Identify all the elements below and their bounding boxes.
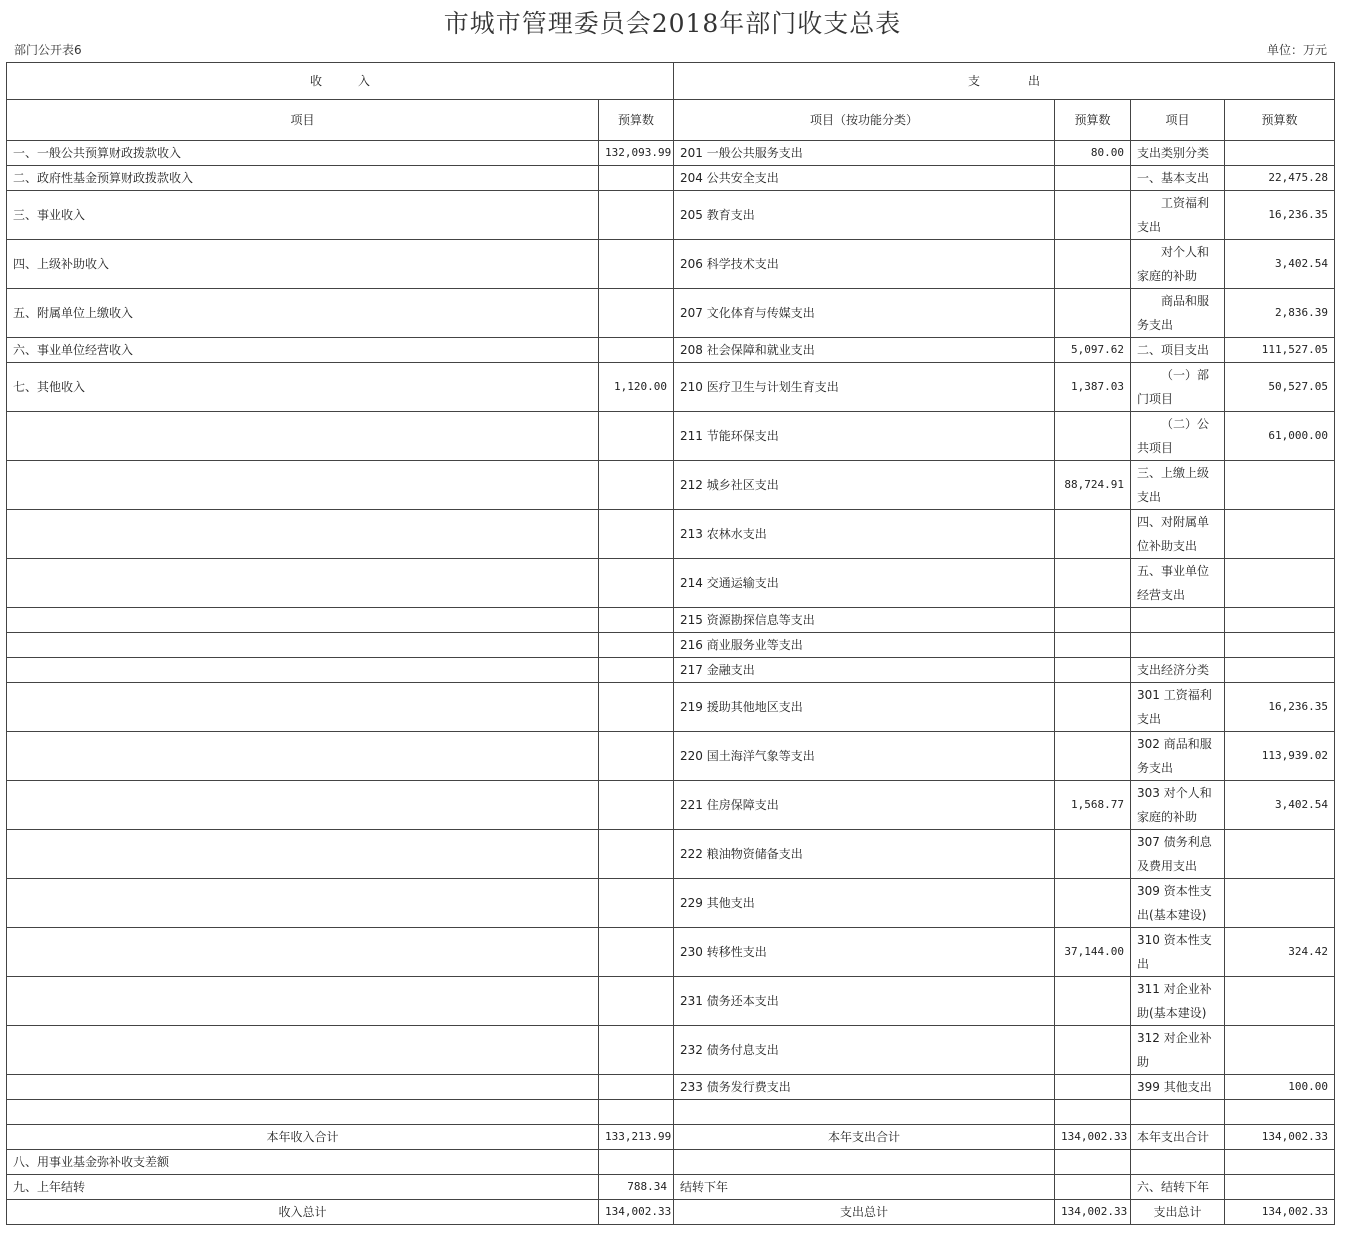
fund-label: 八、用事业基金弥补收支差额: [7, 1150, 599, 1175]
func-item-cell: 212 城乡社区支出: [674, 461, 1055, 510]
income-budget-cell: [599, 830, 674, 879]
type-budget-cell: 324.42: [1225, 928, 1335, 977]
col-header-type-item: 项目: [1131, 100, 1225, 141]
func-budget-cell: 1,387.03: [1055, 363, 1131, 412]
type-item-cell: 310 资本性支出: [1131, 928, 1225, 977]
income-budget-cell: [599, 461, 674, 510]
table-row: [7, 977, 1335, 1026]
func-item-cell: 201 一般公共服务支出: [674, 141, 1055, 166]
income-item-cell: [7, 559, 599, 608]
type-item-cell: 二、项目支出: [1131, 338, 1225, 363]
expense-total-value-2: 134,002.33: [1225, 1200, 1335, 1225]
year-income-value: 133,213.99: [599, 1125, 674, 1150]
func-item-cell: 213 农林水支出: [674, 510, 1055, 559]
header-row-columns: [7, 100, 1335, 141]
carry-label: 九、上年结转: [7, 1175, 599, 1200]
func-budget-cell: [1055, 240, 1131, 289]
income-budget-cell: [599, 658, 674, 683]
func-item-cell: 210 医疗卫生与计划生育支出: [674, 363, 1055, 412]
type-item-cell: 商品和服务支出: [1131, 289, 1225, 338]
func-budget-cell: [1055, 732, 1131, 781]
type-budget-cell: [1225, 658, 1335, 683]
income-total-label: 收入总计: [7, 1200, 599, 1225]
year-expense-value-2: 134,002.33: [1225, 1125, 1335, 1150]
grand-total-row: [7, 1200, 1335, 1225]
func-item-cell: 204 公共安全支出: [674, 166, 1055, 191]
func-budget-cell: [1055, 510, 1131, 559]
income-budget-cell: [599, 289, 674, 338]
func-budget-cell: [1055, 559, 1131, 608]
carry-next-label-2: 六、结转下年: [1131, 1175, 1225, 1200]
table-number: 部门公开表6: [14, 43, 82, 57]
type-budget-cell: 3,402.54: [1225, 781, 1335, 830]
type-budget-cell: [1225, 608, 1335, 633]
expense-total-label-2: 支出总计: [1131, 1200, 1225, 1225]
type-item-cell: 301 工资福利支出: [1131, 683, 1225, 732]
income-item-cell: [7, 732, 599, 781]
income-budget-cell: [599, 928, 674, 977]
income-budget-cell: [599, 633, 674, 658]
func-item-cell: 217 金融支出: [674, 658, 1055, 683]
empty-cell: [1131, 1150, 1225, 1175]
income-budget-cell: [599, 1100, 674, 1125]
year-expense-label: 本年支出合计: [674, 1125, 1055, 1150]
year-expense-value: 134,002.33: [1055, 1125, 1131, 1150]
income-budget-cell: [599, 412, 674, 461]
table-row: [7, 1100, 1335, 1125]
func-item-cell: 219 援助其他地区支出: [674, 683, 1055, 732]
type-item-cell: [1131, 608, 1225, 633]
income-budget-cell: [599, 559, 674, 608]
func-item-cell: 207 文化体育与传媒支出: [674, 289, 1055, 338]
type-item-cell: 四、对附属单位补助支出: [1131, 510, 1225, 559]
type-budget-cell: [1225, 1026, 1335, 1075]
empty-cell: [1225, 1175, 1335, 1200]
unit-label: 单位：万元: [1266, 43, 1327, 57]
income-item-cell: 三、事业收入: [7, 191, 599, 240]
table-row: [7, 830, 1335, 879]
table-row: [7, 559, 1335, 608]
func-item-cell: 216 商业服务业等支出: [674, 633, 1055, 658]
func-item-cell: 231 债务还本支出: [674, 977, 1055, 1026]
func-item-cell: 206 科学技术支出: [674, 240, 1055, 289]
func-budget-cell: [1055, 830, 1131, 879]
col-header-income-item: 项目: [7, 100, 599, 141]
income-budget-cell: [599, 166, 674, 191]
func-item-cell: 214 交通运输支出: [674, 559, 1055, 608]
table-row: [7, 608, 1335, 633]
income-budget-cell: [599, 240, 674, 289]
type-budget-cell: [1225, 830, 1335, 879]
col-header-func-budget: 预算数: [1055, 100, 1131, 141]
func-item-cell: 208 社会保障和就业支出: [674, 338, 1055, 363]
expense-section-header: 支 出: [674, 63, 1335, 100]
empty-cell: [1055, 1150, 1131, 1175]
func-item-cell: 233 债务发行费支出: [674, 1075, 1055, 1100]
table-row: [7, 510, 1335, 559]
income-item-cell: [7, 633, 599, 658]
type-item-cell: （一）部门项目: [1131, 363, 1225, 412]
table-row: [7, 633, 1335, 658]
func-budget-cell: 5,097.62: [1055, 338, 1131, 363]
income-budget-cell: [599, 338, 674, 363]
income-item-cell: 六、事业单位经营收入: [7, 338, 599, 363]
type-budget-cell: 113,939.02: [1225, 732, 1335, 781]
func-budget-cell: 88,724.91: [1055, 461, 1131, 510]
func-budget-cell: [1055, 658, 1131, 683]
func-item-cell: [674, 1100, 1055, 1125]
table-row: [7, 166, 1335, 191]
empty-cell: [599, 1150, 674, 1175]
budget-table: [6, 62, 1335, 1225]
income-budget-cell: [599, 1075, 674, 1100]
func-budget-cell: [1055, 412, 1131, 461]
func-budget-cell: [1055, 1100, 1131, 1125]
year-total-row: [7, 1125, 1335, 1150]
func-budget-cell: [1055, 1075, 1131, 1100]
type-budget-cell: [1225, 461, 1335, 510]
type-budget-cell: 16,236.35: [1225, 191, 1335, 240]
carry-value: 788.34: [599, 1175, 674, 1200]
type-budget-cell: [1225, 879, 1335, 928]
table-row: [7, 412, 1335, 461]
table-row: [7, 141, 1335, 166]
type-item-cell: [1131, 1100, 1225, 1125]
func-budget-cell: 80.00: [1055, 141, 1131, 166]
income-item-cell: 二、政府性基金预算财政拨款收入: [7, 166, 599, 191]
income-item-cell: [7, 683, 599, 732]
type-item-cell: 309 资本性支出(基本建设): [1131, 879, 1225, 928]
table-row: [7, 1026, 1335, 1075]
type-budget-cell: 2,836.39: [1225, 289, 1335, 338]
type-item-cell: 312 对企业补助: [1131, 1026, 1225, 1075]
type-budget-cell: 22,475.28: [1225, 166, 1335, 191]
func-budget-cell: [1055, 879, 1131, 928]
table-row: [7, 1075, 1335, 1100]
carry-next-label: 结转下年: [674, 1175, 1055, 1200]
income-item-cell: [7, 608, 599, 633]
func-item-cell: 221 住房保障支出: [674, 781, 1055, 830]
func-item-cell: 220 国土海洋气象等支出: [674, 732, 1055, 781]
type-budget-cell: 50,527.05: [1225, 363, 1335, 412]
income-item-cell: [7, 1100, 599, 1125]
col-header-income-budget: 预算数: [599, 100, 674, 141]
income-item-cell: [7, 781, 599, 830]
type-item-cell: 工资福利支出: [1131, 191, 1225, 240]
type-item-cell: 311 对企业补助(基本建设): [1131, 977, 1225, 1026]
income-budget-cell: 132,093.99: [599, 141, 674, 166]
year-income-label: 本年收入合计: [7, 1125, 599, 1150]
type-item-cell: 五、事业单位经营支出: [1131, 559, 1225, 608]
income-item-cell: 七、其他收入: [7, 363, 599, 412]
income-item-cell: [7, 658, 599, 683]
func-budget-cell: [1055, 191, 1131, 240]
type-budget-cell: 111,527.05: [1225, 338, 1335, 363]
func-item-cell: 232 债务付息支出: [674, 1026, 1055, 1075]
type-budget-cell: [1225, 559, 1335, 608]
table-row: [7, 928, 1335, 977]
income-item-cell: [7, 879, 599, 928]
func-budget-cell: [1055, 1026, 1131, 1075]
income-item-cell: [7, 461, 599, 510]
table-row: [7, 683, 1335, 732]
type-item-cell: 对个人和家庭的补助: [1131, 240, 1225, 289]
income-budget-cell: [599, 191, 674, 240]
type-budget-cell: [1225, 510, 1335, 559]
type-item-cell: 支出经济分类: [1131, 658, 1225, 683]
income-budget-cell: [599, 732, 674, 781]
table-row: [7, 879, 1335, 928]
budget-table-body: [7, 63, 1335, 1225]
col-header-func-item: 项目（按功能分类）: [674, 100, 1055, 141]
func-budget-cell: [1055, 977, 1131, 1026]
income-item-cell: [7, 1075, 599, 1100]
carry-row: [7, 1175, 1335, 1200]
col-header-type-budget: 预算数: [1225, 100, 1335, 141]
income-budget-cell: [599, 1026, 674, 1075]
empty-cell: [674, 1150, 1055, 1175]
fund-row: [7, 1150, 1335, 1175]
expense-total-value: 134,002.33: [1055, 1200, 1131, 1225]
table-row: [7, 732, 1335, 781]
type-budget-cell: 61,000.00: [1225, 412, 1335, 461]
func-budget-cell: 1,568.77: [1055, 781, 1131, 830]
income-item-cell: [7, 412, 599, 461]
empty-cell: [1225, 1150, 1335, 1175]
type-item-cell: 399 其他支出: [1131, 1075, 1225, 1100]
type-budget-cell: [1225, 633, 1335, 658]
income-budget-cell: 1,120.00: [599, 363, 674, 412]
income-budget-cell: [599, 608, 674, 633]
income-item-cell: [7, 510, 599, 559]
type-budget-cell: 100.00: [1225, 1075, 1335, 1100]
table-row: [7, 461, 1335, 510]
income-budget-cell: [599, 683, 674, 732]
income-section-header: 收 入: [7, 63, 674, 100]
income-item-cell: 五、附属单位上缴收入: [7, 289, 599, 338]
header-row-section: [7, 63, 1335, 100]
func-budget-cell: [1055, 633, 1131, 658]
type-budget-cell: [1225, 141, 1335, 166]
type-budget-cell: 16,236.35: [1225, 683, 1335, 732]
type-item-cell: 支出类别分类: [1131, 141, 1225, 166]
year-expense-label-2: 本年支出合计: [1131, 1125, 1225, 1150]
func-item-cell: 229 其他支出: [674, 879, 1055, 928]
func-item-cell: 205 教育支出: [674, 191, 1055, 240]
type-budget-cell: 3,402.54: [1225, 240, 1335, 289]
table-row: [7, 658, 1335, 683]
income-item-cell: [7, 977, 599, 1026]
func-item-cell: 215 资源勘探信息等支出: [674, 608, 1055, 633]
income-total-value: 134,002.33: [599, 1200, 674, 1225]
type-item-cell: （二）公共项目: [1131, 412, 1225, 461]
func-budget-cell: [1055, 166, 1131, 191]
func-budget-cell: [1055, 608, 1131, 633]
table-row: [7, 781, 1335, 830]
page-title: 市城市管理委员会2018年部门收支总表: [443, 9, 902, 38]
func-item-cell: 222 粮油物资储备支出: [674, 830, 1055, 879]
empty-cell: [1055, 1175, 1131, 1200]
type-budget-cell: [1225, 1100, 1335, 1125]
expense-total-label: 支出总计: [674, 1200, 1055, 1225]
type-item-cell: [1131, 633, 1225, 658]
type-item-cell: 三、上缴上级支出: [1131, 461, 1225, 510]
table-row: [7, 363, 1335, 412]
income-item-cell: [7, 830, 599, 879]
func-item-cell: 230 转移性支出: [674, 928, 1055, 977]
table-row: [7, 289, 1335, 338]
income-budget-cell: [599, 781, 674, 830]
type-budget-cell: [1225, 977, 1335, 1026]
income-item-cell: [7, 928, 599, 977]
income-budget-cell: [599, 879, 674, 928]
income-item-cell: 四、上级补助收入: [7, 240, 599, 289]
table-row: [7, 338, 1335, 363]
income-item-cell: 一、一般公共预算财政拨款收入: [7, 141, 599, 166]
func-budget-cell: [1055, 289, 1131, 338]
func-budget-cell: 37,144.00: [1055, 928, 1131, 977]
func-item-cell: 211 节能环保支出: [674, 412, 1055, 461]
income-budget-cell: [599, 977, 674, 1026]
table-row: [7, 191, 1335, 240]
type-item-cell: 303 对个人和家庭的补助: [1131, 781, 1225, 830]
type-item-cell: 307 债务利息及费用支出: [1131, 830, 1225, 879]
func-budget-cell: [1055, 683, 1131, 732]
income-budget-cell: [599, 510, 674, 559]
income-item-cell: [7, 1026, 599, 1075]
type-item-cell: 302 商品和服务支出: [1131, 732, 1225, 781]
type-item-cell: 一、基本支出: [1131, 166, 1225, 191]
table-row: [7, 240, 1335, 289]
